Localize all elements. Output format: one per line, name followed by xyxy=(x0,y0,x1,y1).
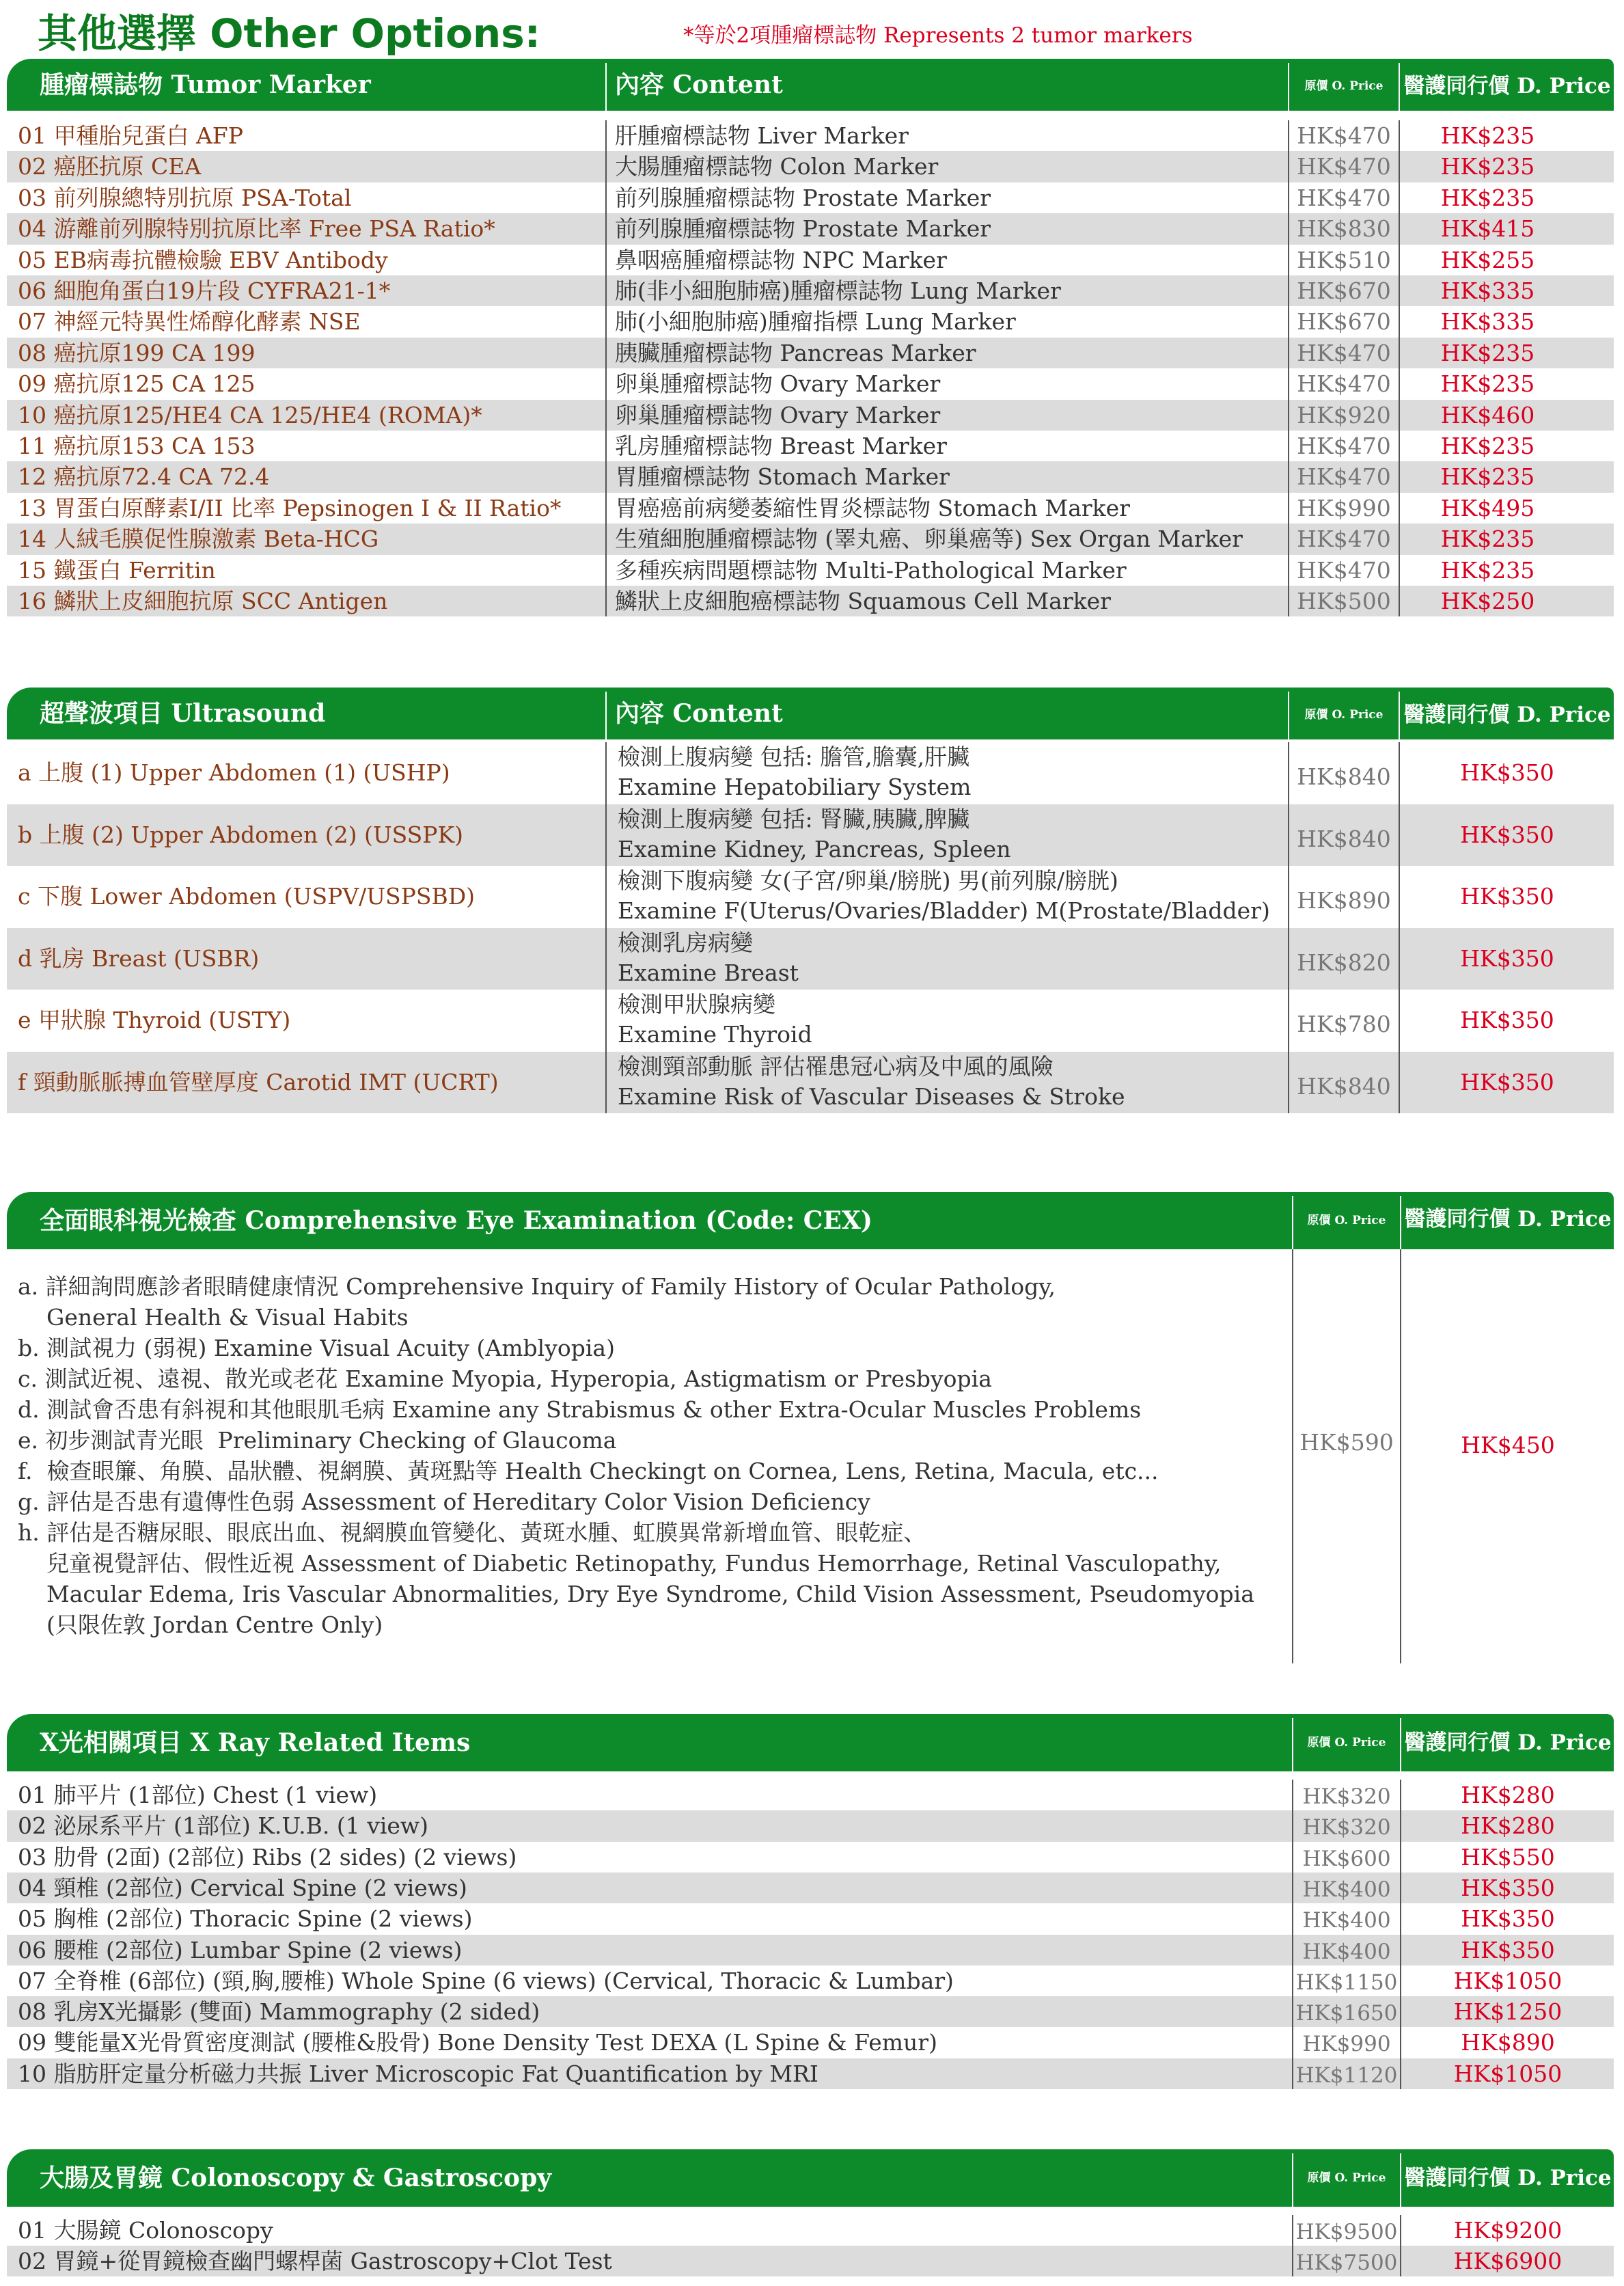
ultrasound-content-zh: 檢測頸部動脈 評估罹患冠心病及中風的風險 xyxy=(618,1052,1054,1080)
tumor-marker-dprice: HK$235 xyxy=(1440,556,1535,584)
ultrasound-content-en: Examine Thyroid xyxy=(618,1021,812,1048)
tumor-marker-header xyxy=(7,59,1614,111)
tumor-marker-oprice: HK$670 xyxy=(1297,308,1391,336)
tumor-marker-row xyxy=(7,182,1614,213)
colonoscopy-header-name: 大腸及胃鏡 Colonoscopy & Gastroscopy xyxy=(40,2164,552,2192)
ultrasound-content xyxy=(618,742,1287,804)
ultrasound-row xyxy=(7,990,1614,1052)
colonoscopy-table xyxy=(7,2207,1614,2282)
tumor-marker-content: 肝腫瘤標誌物 Liver Marker xyxy=(615,122,909,149)
eye-exam-section xyxy=(7,1192,1614,1663)
xray-oprice: HK$320 xyxy=(1302,1815,1391,1840)
header-divider xyxy=(605,63,607,111)
tumor-marker-name: 07 神經元特異性烯醇化酵素 NSE xyxy=(18,308,361,336)
ultrasound-dprice: HK$350 xyxy=(1460,883,1554,910)
colonoscopy-oprice: HK$9500 xyxy=(1295,2220,1398,2244)
xray-name: 01 肺平片 (1部位) Chest (1 view) xyxy=(18,1782,378,1808)
xray-row xyxy=(7,1935,1614,1965)
ultrasound-row xyxy=(7,866,1614,928)
tumor-marker-dprice: HK$235 xyxy=(1440,370,1535,398)
xray-name: 02 泌尿系平片 (1部位) K.U.B. (1 view) xyxy=(18,1812,429,1840)
tumor-marker-row xyxy=(7,245,1614,275)
eye-exam-header-dprice: 醫護同行價 D. Price xyxy=(1404,1207,1612,1232)
ultrasound-oprice: HK$780 xyxy=(1297,1011,1391,1037)
ultrasound-content-en: Examine Hepatobiliary System xyxy=(618,774,972,800)
tumor-marker-dprice: HK$335 xyxy=(1440,308,1535,336)
ultrasound-content xyxy=(618,804,1287,867)
tumor-marker-content: 鼻咽癌腫瘤標誌物 NPC Marker xyxy=(615,246,947,273)
header-divider xyxy=(1400,2153,1401,2207)
ultrasound-name: c 下腹 Lower Abdomen (USPV/USPSBD) xyxy=(18,883,476,910)
eye-exam-item: General Health & Visual Habits xyxy=(18,1304,409,1331)
xray-name: 07 全脊椎 (6部位) (頸,胸,腰椎) Whole Spine (6 views) (Cervical, Thoracic & Lumbar) xyxy=(18,1967,954,1994)
tumor-marker-row xyxy=(7,338,1614,368)
ultrasound-header-name: 超聲波項目 Ultrasound xyxy=(40,699,326,728)
eye-exam-header-name: 全面眼科視光檢查 Comprehensive Eye Examination (Code: CEX) xyxy=(40,1206,872,1235)
xray-header-dprice: 醫護同行價 D. Price xyxy=(1404,1730,1612,1755)
tumor-marker-row xyxy=(7,555,1614,586)
tumor-marker-oprice: HK$470 xyxy=(1297,122,1391,149)
xray-row xyxy=(7,1842,1614,1873)
tumor-marker-dprice: HK$235 xyxy=(1440,526,1535,553)
xray-dprice: HK$350 xyxy=(1461,1936,1555,1963)
ultrasound-dprice: HK$350 xyxy=(1460,821,1554,848)
tumor-marker-header-dprice: 醫護同行價 D. Price xyxy=(1403,74,1611,98)
tumor-marker-oprice: HK$500 xyxy=(1297,588,1391,614)
xray-row xyxy=(7,1780,1614,1810)
xray-row xyxy=(7,2027,1614,2058)
xray-dprice: HK$1250 xyxy=(1453,1998,1563,2026)
colonoscopy-oprice: HK$7500 xyxy=(1295,2250,1398,2275)
tumor-marker-oprice: HK$470 xyxy=(1297,370,1391,398)
header-divider xyxy=(1399,692,1400,739)
ultrasound-name: d 乳房 Breast (USBR) xyxy=(18,944,260,972)
eye-exam-items xyxy=(18,1271,1254,1640)
xray-row xyxy=(7,2058,1614,2089)
tumor-marker-name: 05 EB病毒抗體檢驗 EBV Antibody xyxy=(18,246,388,273)
xray-row xyxy=(7,1996,1614,2027)
column-divider xyxy=(1399,120,1400,616)
colonoscopy-header xyxy=(7,2149,1614,2207)
ultrasound-row xyxy=(7,1052,1614,1114)
ultrasound-content xyxy=(618,928,1287,990)
tumor-marker-row xyxy=(7,120,1614,151)
tumor-marker-content: 胰臟腫瘤標誌物 Pancreas Marker xyxy=(615,339,976,366)
tumor-marker-content: 胃癌癌前病變萎縮性胃炎標誌物 Stomach Marker xyxy=(615,494,1130,521)
tumor-marker-name: 08 癌抗原199 CA 199 xyxy=(18,339,256,366)
ultrasound-row xyxy=(7,804,1614,867)
eye-exam-item: f. 檢查眼簾、角膜、晶狀體、視網膜、黃斑點等 Health Checkingt on Cornea, Lens, Retina, Macula, etc... xyxy=(18,1458,1159,1484)
xray-dprice: HK$890 xyxy=(1461,2029,1555,2056)
xray-row xyxy=(7,1873,1614,1903)
tumor-marker-dprice: HK$235 xyxy=(1440,153,1535,180)
ultrasound-header-oprice: 原價 O. Price xyxy=(1304,708,1384,722)
eye-exam-body xyxy=(7,1249,1614,1663)
ultrasound-header xyxy=(7,688,1614,739)
colonoscopy-name: 02 胃鏡+從胃鏡檢查幽門螺桿菌 Gastroscopy+Clot Test xyxy=(18,2248,612,2274)
tumor-marker-content: 前列腺腫瘤標誌物 Prostate Marker xyxy=(615,184,991,211)
eye-exam-header-oprice: 原價 O. Price xyxy=(1307,1214,1386,1227)
ultrasound-dprice: HK$350 xyxy=(1460,1007,1554,1033)
ultrasound-dprice: HK$350 xyxy=(1460,759,1554,786)
tumor-marker-dprice: HK$235 xyxy=(1440,122,1535,149)
tumor-marker-name: 10 癌抗原125/HE4 CA 125/HE4 (ROMA)* xyxy=(18,401,482,428)
tumor-marker-name: 04 游離前列腺特別抗原比率 Free PSA Ratio* xyxy=(18,215,495,243)
tumor-marker-oprice: HK$470 xyxy=(1297,153,1391,180)
tumor-marker-header-oprice: 原價 O. Price xyxy=(1304,79,1384,93)
colonoscopy-row xyxy=(7,2215,1614,2246)
xray-header xyxy=(7,1714,1614,1771)
header-divider xyxy=(605,692,607,739)
ultrasound-row xyxy=(7,742,1614,804)
tumor-marker-oprice: HK$470 xyxy=(1297,339,1391,366)
tumor-marker-content: 肺(非小細胞肺癌)腫瘤標誌物 Lung Marker xyxy=(615,277,1061,304)
ultrasound-name: a 上腹 (1) Upper Abdomen (1) (USHP) xyxy=(18,759,450,786)
eye-exam-item: g. 評估是否患有遺傳性色弱 Assessment of Hereditary Color Vision Deficiency xyxy=(18,1488,870,1515)
tumor-marker-oprice: HK$920 xyxy=(1297,401,1391,428)
ultrasound-header-dprice: 醫護同行價 D. Price xyxy=(1403,703,1611,727)
title-row xyxy=(38,0,1609,55)
eye-exam-header xyxy=(7,1192,1614,1249)
tumor-marker-name: 15 鐵蛋白 Ferritin xyxy=(18,556,216,584)
tumor-marker-row xyxy=(7,151,1614,182)
xray-row xyxy=(7,1810,1614,1841)
tumor-marker-dprice: HK$460 xyxy=(1440,401,1535,428)
column-divider xyxy=(1400,1249,1401,1663)
tumor-marker-content: 肺(小細胞肺癌)腫瘤指標 Lung Marker xyxy=(615,308,1016,336)
xray-name: 09 雙能量X光骨質密度測試 (腰椎&股骨) Bone Density Test DEXA (L Spine & Femur) xyxy=(18,2029,937,2056)
xray-table xyxy=(7,1771,1614,2088)
ultrasound-oprice: HK$820 xyxy=(1297,949,1391,976)
eye-exam-item: c. 測試近視、遠視、散光或老花 Examine Myopia, Hyperopia, Astigmatism or Presbyopia xyxy=(18,1365,992,1392)
xray-oprice: HK$990 xyxy=(1302,2032,1391,2057)
tumor-marker-dprice: HK$335 xyxy=(1440,277,1535,304)
xray-name: 04 頸椎 (2部位) Cervical Spine (2 views) xyxy=(18,1874,467,1901)
xray-dprice: HK$1050 xyxy=(1453,2060,1563,2087)
xray-dprice: HK$1050 xyxy=(1453,1967,1563,1994)
tumor-marker-name: 01 甲種胎兒蛋白 AFP xyxy=(18,122,243,149)
xray-oprice: HK$400 xyxy=(1302,1877,1391,1902)
page-title: 其他選擇 Other Options: xyxy=(38,10,540,57)
tumor-marker-note: *等於2項腫瘤標誌物 Represents 2 tumor markers xyxy=(683,23,1193,48)
tumor-marker-row xyxy=(7,523,1614,554)
tumor-marker-name: 14 人絨毛膜促性腺激素 Beta-HCG xyxy=(18,526,379,553)
tumor-marker-row xyxy=(7,213,1614,244)
tumor-marker-name: 03 前列腺總特別抗原 PSA-Total xyxy=(18,184,352,211)
ultrasound-name: f 頸動脈脈搏血管壁厚度 Carotid IMT (UCRT) xyxy=(18,1068,499,1096)
tumor-marker-oprice: HK$830 xyxy=(1297,215,1391,243)
colonoscopy-name: 01 大腸鏡 Colonoscopy xyxy=(18,2217,273,2244)
ultrasound-content-en: Examine Risk of Vascular Diseases & Stroke xyxy=(618,1083,1125,1110)
colonoscopy-section xyxy=(7,2149,1614,2282)
column-divider xyxy=(605,120,607,616)
tumor-marker-table xyxy=(7,111,1614,614)
tumor-marker-row xyxy=(7,461,1614,492)
xray-dprice: HK$350 xyxy=(1461,1874,1555,1901)
header-divider xyxy=(1400,1718,1401,1771)
ultrasound-dprice: HK$350 xyxy=(1460,1068,1554,1096)
tumor-marker-content: 乳房腫瘤標誌物 Breast Marker xyxy=(615,433,947,459)
eye-exam-item: 兒童視覺評估、假性近視 Assessment of Diabetic Retinopathy, Fundus Hemorrhage, Retinal Vasculopathy, xyxy=(18,1550,1222,1577)
xray-dprice: HK$550 xyxy=(1461,1843,1555,1870)
ultrasound-name: e 甲狀腺 Thyroid (USTY) xyxy=(18,1007,291,1033)
tumor-marker-dprice: HK$235 xyxy=(1440,184,1535,211)
tumor-marker-name: 02 癌胚抗原 CEA xyxy=(18,153,202,180)
tumor-marker-name: 09 癌抗原125 CA 125 xyxy=(18,370,256,398)
ultrasound-dprice: HK$350 xyxy=(1460,944,1554,972)
xray-row xyxy=(7,1903,1614,1934)
column-divider xyxy=(1292,1780,1293,2089)
tumor-marker-oprice: HK$470 xyxy=(1297,184,1391,211)
colonoscopy-header-oprice: 原價 O. Price xyxy=(1307,2171,1386,2185)
xray-dprice: HK$350 xyxy=(1461,1905,1555,1933)
ultrasound-header-content: 內容 Content xyxy=(615,699,783,728)
tumor-marker-dprice: HK$495 xyxy=(1440,494,1535,521)
eye-exam-item: b. 測試視力 (弱視) Examine Visual Acuity (Amblyopia) xyxy=(18,1335,615,1361)
column-divider xyxy=(1400,2215,1401,2276)
xray-oprice: HK$400 xyxy=(1302,1939,1391,1964)
ultrasound-name: b 上腹 (2) Upper Abdomen (2) (USSPK) xyxy=(18,821,463,848)
ultrasound-section xyxy=(7,688,1614,1113)
colonoscopy-header-dprice: 醫護同行價 D. Price xyxy=(1404,2166,1612,2190)
tumor-marker-content: 卵巢腫瘤標誌物 Ovary Marker xyxy=(615,370,941,398)
ultrasound-content-en: Examine Kidney, Pancreas, Spleen xyxy=(618,835,1011,862)
eye-exam-item: Macular Edema, Iris Vascular Abnormalities, Dry Eye Syndrome, Child Vision Assessment, Pseudomyopia xyxy=(18,1581,1254,1607)
tumor-marker-row xyxy=(7,275,1614,306)
tumor-marker-row xyxy=(7,431,1614,461)
xray-oprice: HK$1650 xyxy=(1295,2001,1398,2026)
column-divider xyxy=(1400,1780,1401,2089)
ultrasound-content xyxy=(618,866,1287,928)
xray-oprice: HK$600 xyxy=(1302,1846,1391,1871)
xray-name: 10 脂肪肝定量分析磁力共振 Liver Microscopic Fat Quantification by MRI xyxy=(18,2060,818,2087)
tumor-marker-dprice: HK$235 xyxy=(1440,463,1535,491)
tumor-marker-oprice: HK$470 xyxy=(1297,433,1391,459)
ultrasound-content xyxy=(618,990,1287,1052)
tumor-marker-dprice: HK$235 xyxy=(1440,339,1535,366)
ultrasound-oprice: HK$890 xyxy=(1297,887,1391,914)
tumor-marker-oprice: HK$670 xyxy=(1297,277,1391,304)
xray-name: 08 乳房X光攝影 (雙面) Mammography (2 sided) xyxy=(18,1998,540,2026)
xray-header-name: X光相關項目 X Ray Related Items xyxy=(40,1728,471,1757)
column-divider xyxy=(1292,2215,1293,2276)
column-divider xyxy=(605,742,607,1113)
ultrasound-content-zh: 檢測上腹病變 包括: 膽管,膽囊,肝臟 xyxy=(618,744,970,770)
ultrasound-content xyxy=(618,1052,1287,1114)
column-divider xyxy=(1288,120,1289,616)
ultrasound-content-en: Examine F(Uterus/Ovaries/Bladder) M(Prostate/Bladder) xyxy=(618,897,1270,924)
eye-exam-item: d. 測試會否患有斜視和其他眼肌毛病 Examine any Strabismus & other Extra-Ocular Muscles Problems xyxy=(18,1396,1142,1423)
eye-exam-item: e. 初步測試青光眼 Preliminary Checking of Glaucoma xyxy=(18,1427,617,1454)
ultrasound-content-en: Examine Breast xyxy=(618,959,799,986)
eye-exam-oprice: HK$590 xyxy=(1299,1429,1394,1456)
column-divider xyxy=(1288,742,1289,1113)
ultrasound-row xyxy=(7,928,1614,990)
tumor-marker-oprice: HK$470 xyxy=(1297,556,1391,584)
tumor-marker-section xyxy=(7,59,1614,614)
xray-header-oprice: 原價 O. Price xyxy=(1307,1736,1386,1750)
eye-exam-item: h. 評估是否糖尿眼、眼底出血、視網膜血管變化、黃斑水腫、虹膜異常新增血管、眼乾症、 xyxy=(18,1519,926,1546)
xray-dprice: HK$280 xyxy=(1461,1812,1555,1840)
tumor-marker-content: 卵巢腫瘤標誌物 Ovary Marker xyxy=(615,401,941,428)
tumor-marker-row xyxy=(7,493,1614,523)
colonoscopy-row xyxy=(7,2246,1614,2276)
tumor-marker-name: 11 癌抗原153 CA 153 xyxy=(18,433,256,459)
xray-oprice: HK$1150 xyxy=(1295,1970,1398,1995)
tumor-marker-dprice: HK$415 xyxy=(1440,215,1535,243)
colonoscopy-dprice: HK$9200 xyxy=(1453,2217,1563,2244)
tumor-marker-oprice: HK$510 xyxy=(1297,246,1391,273)
ultrasound-oprice: HK$840 xyxy=(1297,763,1391,790)
tumor-marker-oprice: HK$470 xyxy=(1297,463,1391,491)
ultrasound-table xyxy=(7,739,1614,1113)
tumor-marker-row xyxy=(7,368,1614,399)
tumor-marker-name: 06 細胞角蛋白19片段 CYFRA21-1* xyxy=(18,277,391,304)
eye-exam-dprice: HK$450 xyxy=(1461,1432,1555,1458)
tumor-marker-name: 16 鱗狀上皮細胞抗原 SCC Antigen xyxy=(18,588,388,614)
tumor-marker-dprice: HK$250 xyxy=(1440,588,1535,614)
xray-dprice: HK$280 xyxy=(1461,1782,1555,1808)
tumor-marker-content: 胃腫瘤標誌物 Stomach Marker xyxy=(615,463,950,491)
tumor-marker-content: 鱗狀上皮細胞癌標誌物 Squamous Cell Marker xyxy=(615,588,1111,614)
tumor-marker-oprice: HK$470 xyxy=(1297,526,1391,553)
header-divider xyxy=(1400,1196,1401,1249)
tumor-marker-dprice: HK$235 xyxy=(1440,433,1535,459)
xray-oprice: HK$1120 xyxy=(1295,2063,1398,2088)
header-divider xyxy=(1399,63,1400,111)
ultrasound-content-zh: 檢測甲狀腺病變 xyxy=(618,991,775,1018)
eye-exam-item: a. 詳細詢問應診者眼睛健康情況 Comprehensive Inquiry of Family History of Ocular Pathology, xyxy=(18,1273,1056,1300)
xray-oprice: HK$320 xyxy=(1302,1784,1391,1809)
xray-oprice: HK$400 xyxy=(1302,1908,1391,1933)
tumor-marker-header-content: 內容 Content xyxy=(615,70,783,99)
ultrasound-content-zh: 檢測下腹病變 女(子宮/卵巢/膀胱) 男(前列腺/膀胱) xyxy=(618,867,1118,894)
tumor-marker-name: 12 癌抗原72.4 CA 72.4 xyxy=(18,463,270,491)
tumor-marker-header-name: 腫瘤標誌物 Tumor Marker xyxy=(40,70,371,99)
ultrasound-content-zh: 檢測上腹病變 包括: 腎臟,胰臟,脾臟 xyxy=(618,805,970,832)
xray-name: 03 肋骨 (2面) (2部位) Ribs (2 sides) (2 views) xyxy=(18,1843,517,1870)
tumor-marker-content: 多種疾病問題標誌物 Multi-Pathological Marker xyxy=(615,556,1127,584)
tumor-marker-oprice: HK$990 xyxy=(1297,494,1391,521)
ultrasound-oprice: HK$840 xyxy=(1297,825,1391,852)
colonoscopy-dprice: HK$6900 xyxy=(1453,2248,1563,2274)
tumor-marker-row xyxy=(7,306,1614,337)
xray-name: 06 腰椎 (2部位) Lumbar Spine (2 views) xyxy=(18,1936,463,1963)
tumor-marker-dprice: HK$255 xyxy=(1440,246,1535,273)
tumor-marker-row xyxy=(7,586,1614,616)
xray-section xyxy=(7,1714,1614,2088)
eye-exam-location-note: (只限佐敦 Jordan Centre Only) xyxy=(18,1611,383,1638)
tumor-marker-row xyxy=(7,400,1614,431)
tumor-marker-content: 生殖細胞腫瘤標誌物 (睪丸癌、卵巢癌等) Sex Organ Marker xyxy=(615,526,1243,553)
ultrasound-content-zh: 檢測乳房病變 xyxy=(618,929,753,956)
tumor-marker-content: 前列腺腫瘤標誌物 Prostate Marker xyxy=(615,215,991,243)
xray-name: 05 胸椎 (2部位) Thoracic Spine (2 views) xyxy=(18,1905,473,1933)
tumor-marker-content: 大腸腫瘤標誌物 Colon Marker xyxy=(615,153,939,180)
xray-row xyxy=(7,1965,1614,1996)
ultrasound-oprice: HK$840 xyxy=(1297,1072,1391,1100)
tumor-marker-name: 13 胃蛋白原酵素I/II 比率 Pepsinogen I & II Ratio* xyxy=(18,494,562,521)
column-divider xyxy=(1399,742,1400,1113)
